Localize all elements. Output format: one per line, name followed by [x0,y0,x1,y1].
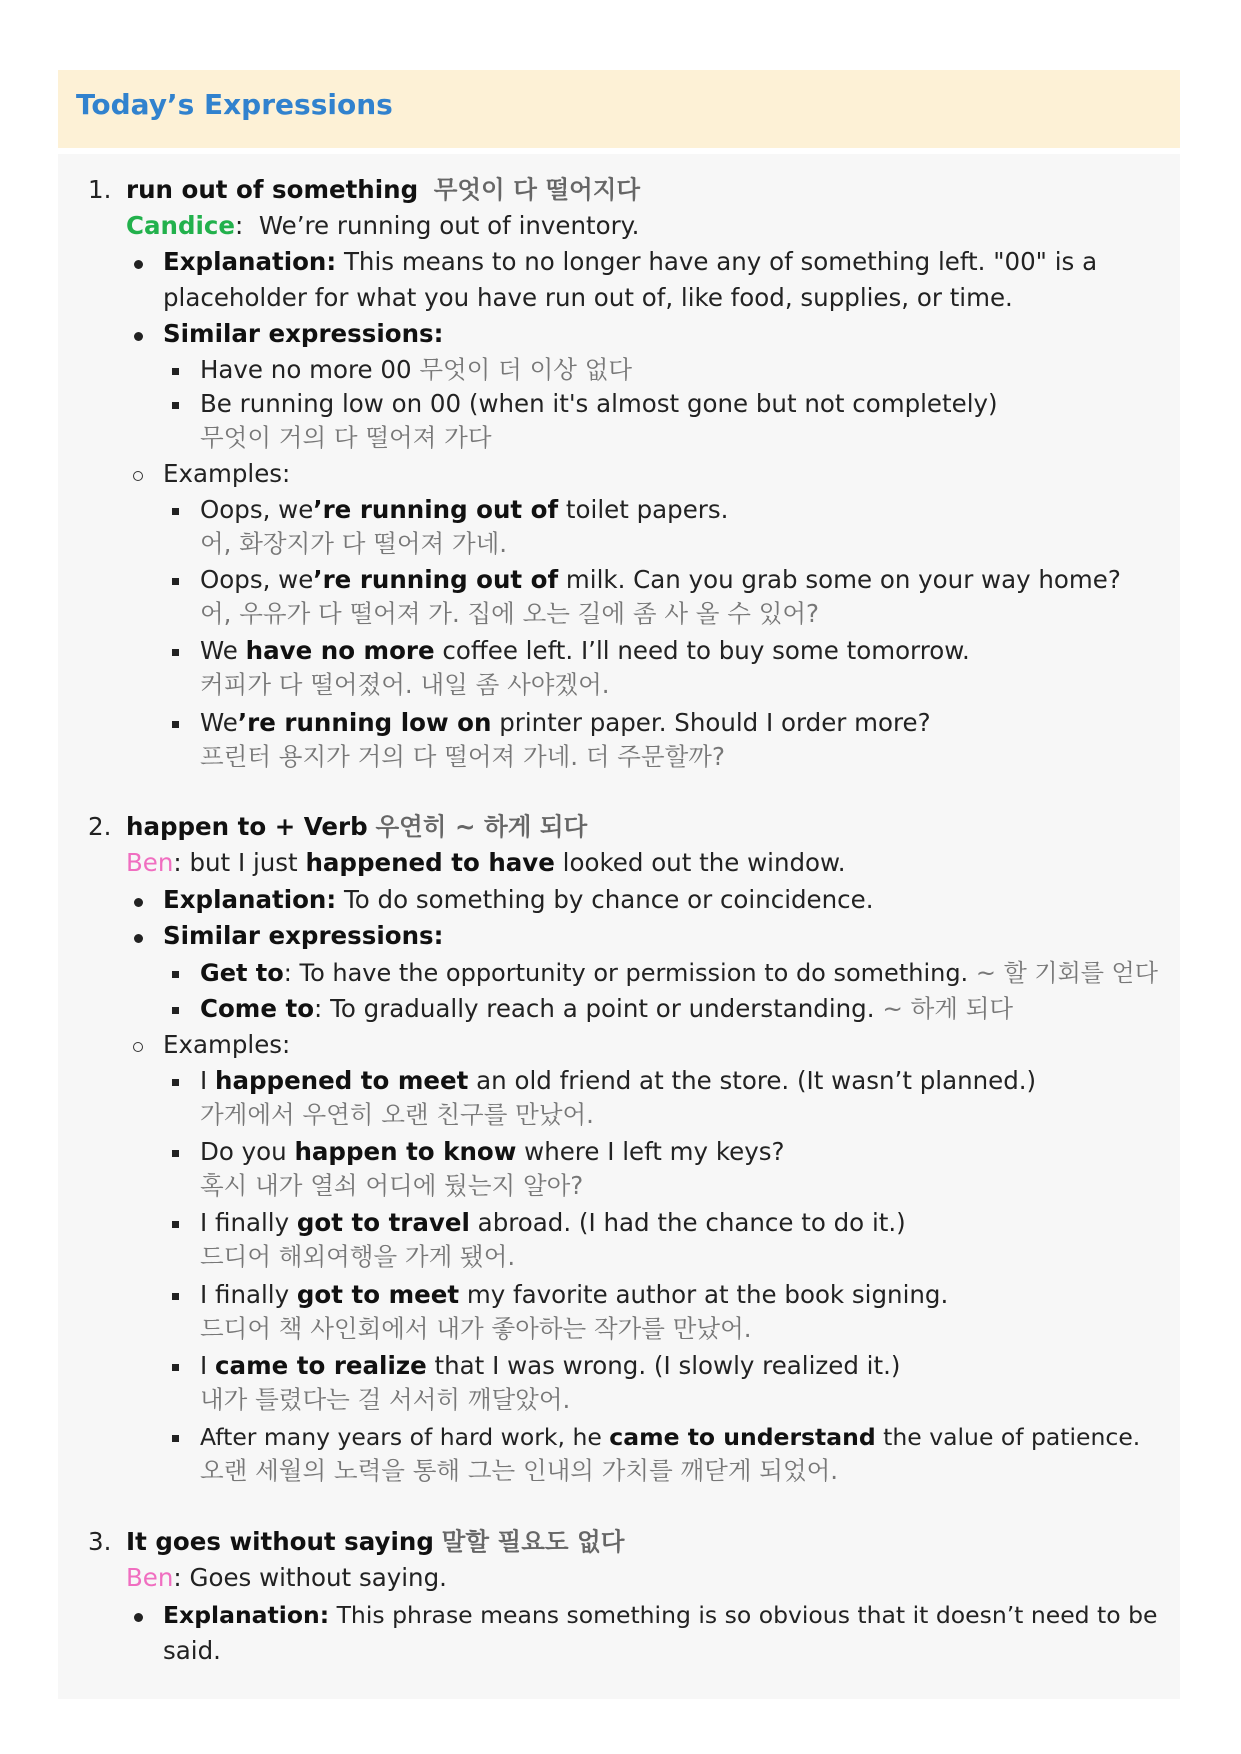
dialogue-line: Candice: We’re running out of inventory. [126,211,640,240]
square-bullet-icon [172,649,179,656]
example-sentence: I finally got to travel abroad. (I had the chance to do it.) [200,1208,906,1237]
example-translation: 어, 화장지가 다 떨어져 가네. [200,529,508,558]
square-bullet-icon [172,402,179,409]
similar-item: Be running low on 00 (when it's almost gone but not completely) [200,389,998,418]
example-sentence: We’re running low on printer paper. Should I order more? [200,708,931,737]
square-bullet-icon [172,971,179,978]
example-sentence: I came to realize that I was wrong. (I slowly realized it.) [200,1351,901,1380]
similar-label: Similar expressions: [163,319,444,348]
explanation-continued: said. [163,1636,221,1665]
speaker-name: Ben [126,1563,174,1592]
square-bullet-icon [172,578,179,585]
speaker-name: Ben [126,848,174,877]
example-translation: 커피가 다 떨어졌어. 내일 좀 사야겠어. [200,670,610,699]
example-sentence: After many years of hard work, he came to understand the value of patience. [200,1423,1141,1451]
similar-item-translation: 무엇이 거의 다 떨어져 가다 [200,423,492,452]
example-translation: 드디어 책 사인회에서 내가 좋아하는 작가를 만났어. [200,1314,752,1343]
square-bullet-icon [172,1221,179,1228]
example-sentence: Oops, we’re running out of milk. Can you grab some on your way home? [200,565,1121,594]
explanation: Explanation: This means to no longer have any of something left. "00" is a [163,247,1098,276]
examples-label: Examples: [163,459,291,488]
square-bullet-icon [172,508,179,515]
speaker-name: Candice [126,211,236,240]
section-number: 1. [88,175,112,204]
content-panel [58,154,1180,1699]
expression-title: happen to + Verb 우연히 ~ 하게 되다 [126,812,588,841]
section-number: 3. [88,1527,112,1556]
square-bullet-icon [172,721,179,728]
similar-item: Come to: To gradually reach a point or understanding. ~ 하게 되다 [200,994,1014,1023]
square-bullet-icon [172,1293,179,1300]
example-translation: 프린터 용지가 거의 다 떨어져 가네. 더 주문할까? [200,742,725,771]
explanation: Explanation: To do something by chance or coincidence. [163,885,874,914]
bullet-icon [134,898,143,907]
example-sentence: Oops, we’re running out of toilet papers. [200,495,729,524]
page-title: Today’s Expressions [76,88,393,121]
example-translation: 가게에서 우연히 오랜 친구를 만났어. [200,1100,594,1129]
square-bullet-icon [172,1364,179,1371]
circle-bullet-icon [133,1042,143,1052]
expression-title: run out of something 무엇이 다 떨어지다 [126,175,641,204]
similar-item: Have no more 00 무엇이 더 이상 없다 [200,355,633,384]
example-sentence: I happened to meet an old friend at the store. (It wasn’t planned.) [200,1066,1037,1095]
bullet-icon [134,260,143,269]
square-bullet-icon [172,368,179,375]
similar-item: Get to: To have the opportunity or permission to do something. ~ 할 기회를 얻다 [200,959,1158,987]
example-sentence: I finally got to meet my favorite author at the book signing. [200,1280,949,1309]
square-bullet-icon [172,1079,179,1086]
square-bullet-icon [172,1150,179,1157]
square-bullet-icon [172,1007,179,1014]
bullet-icon [134,332,143,341]
section-number: 2. [88,812,112,841]
example-translation: 내가 틀렸다는 걸 서서히 깨달았어. [200,1385,571,1414]
example-translation: 혹시 내가 열쇠 어디에 뒀는지 알아? [200,1171,584,1200]
bullet-icon [134,1613,143,1622]
example-translation: 드디어 해외여행을 가게 됐어. [200,1242,516,1271]
examples-label: Examples: [163,1030,291,1059]
dialogue-line: Ben: but I just happened to have looked out the window. [126,848,846,877]
explanation-continued: placeholder for what you have run out of, like food, supplies, or time. [163,283,1013,312]
header-banner [58,70,1180,148]
explanation: Explanation: This phrase means something is so obvious that it doesn’t need to be [163,1601,1158,1629]
square-bullet-icon [172,1435,179,1442]
example-sentence: We have no more coffee left. I’ll need to buy some tomorrow. [200,636,970,665]
example-sentence: Do you happen to know where I left my keys? [200,1137,785,1166]
dialogue-line: Ben: Goes without saying. [126,1563,447,1592]
bullet-icon [134,934,143,943]
similar-label: Similar expressions: [163,921,444,950]
expression-title: It goes without saying 말할 필요도 없다 [126,1527,625,1556]
example-translation: 오랜 세월의 노력을 통해 그는 인내의 가치를 깨닫게 되었어. [200,1456,839,1485]
example-translation: 어, 우유가 다 떨어져 가. 집에 오는 길에 좀 사 올 수 있어? [200,599,820,628]
circle-bullet-icon [133,471,143,481]
